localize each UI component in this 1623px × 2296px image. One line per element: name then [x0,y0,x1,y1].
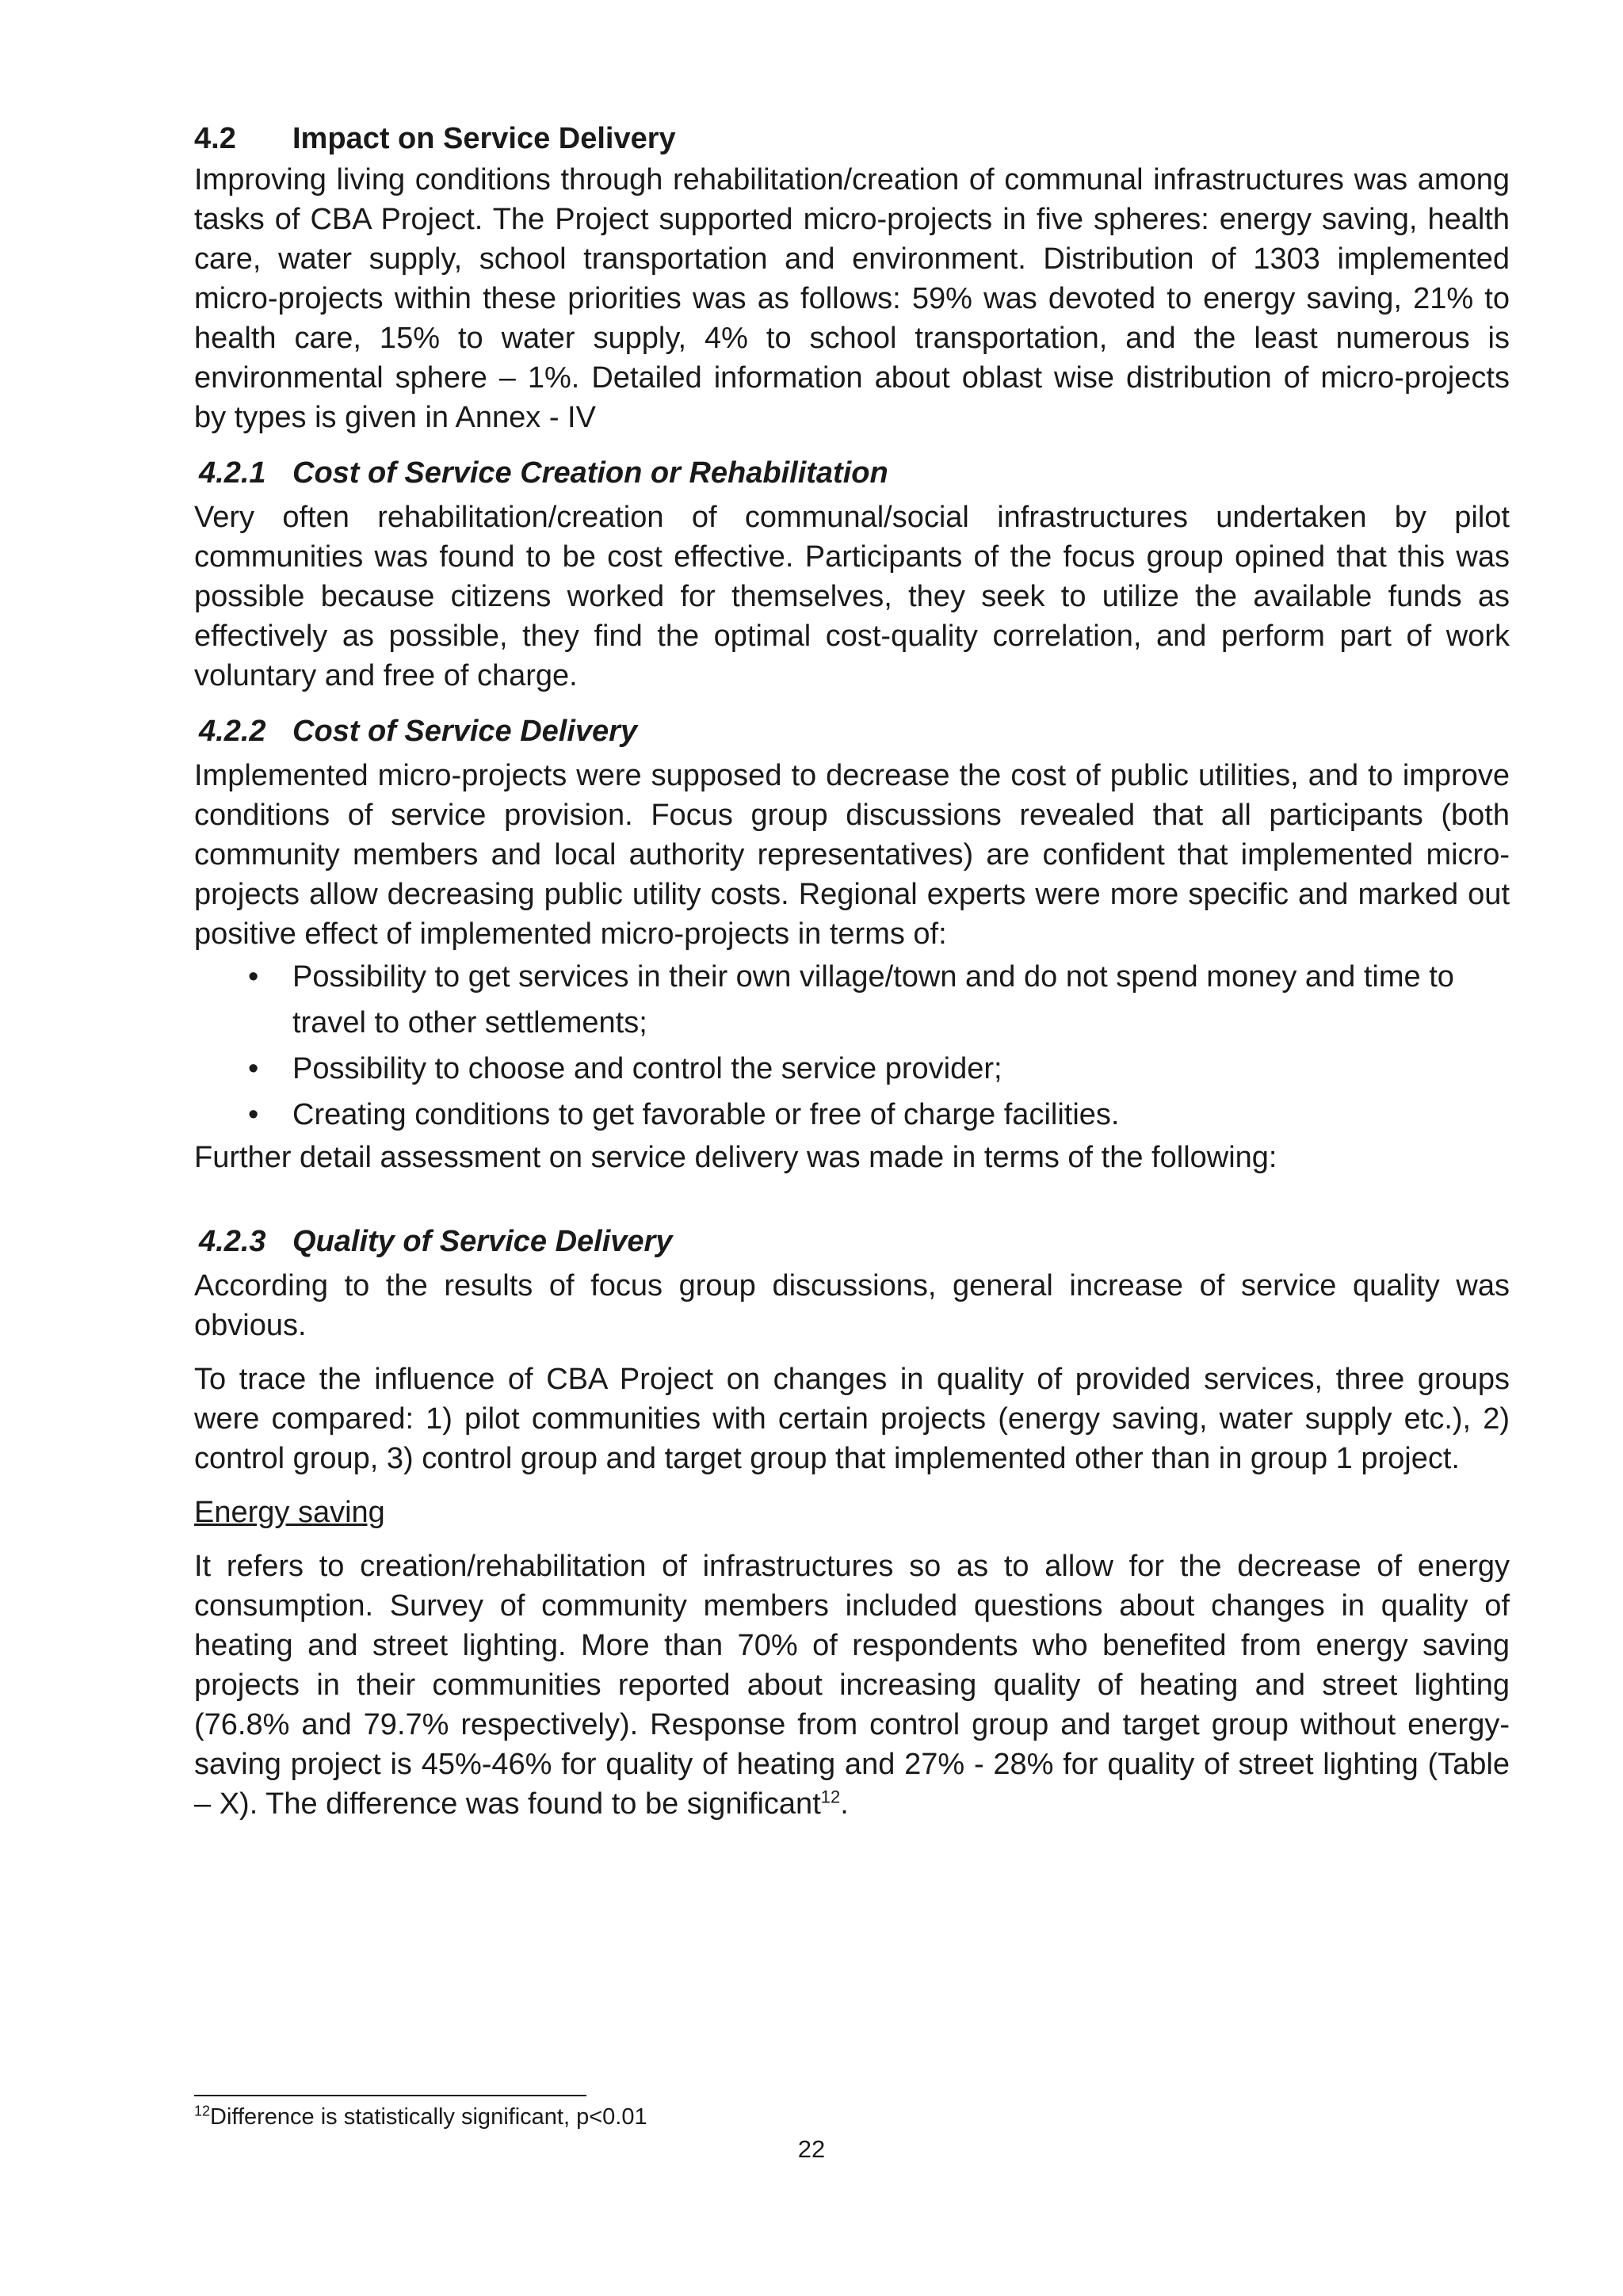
page-number: 22 [797,2135,826,2163]
bullet-icon: • [248,960,259,994]
list-item: • Possibility to get services in their own village/town and do not spend money and time to travel to other settlements; [194,954,1510,1046]
energy-saving-paragraph: It refers to creation/rehabilitation of infrastructures so as to allow for the decrease of energy consumption. Survey of community members included questions about changes in quality of heating and street lighting. More than 70% of respondents who benefited from energy saving projects in their communities reported about increasing quality of heating and street lighting (76.8% and 79.7% respectively). Response from control group and target group without energy-saving project is 45%-46% for quality of heating and 27% - 28% for quality of street lighting (Table – X). The difference was found to be significant$^{12}$. [194,1550,1510,1821]
quality-paragraph-2: To trace the influence of CBA Project on changes in quality of provided services, three groups were compared: 1) pilot communities with certain projects (energy saving, water supply etc.), 2) control group, 3) control group and target group that implemented other than in group 1 project. [194,1363,1510,1475]
energy-saving-heading: Energy saving [194,1496,385,1529]
bullet-icon: • [248,1052,259,1085]
footnote-text: Difference is statistically significant, p<0.01 [210,2104,647,2130]
bullet-icon: • [248,1098,259,1131]
subsection-number: 4.2.2 [199,715,266,748]
subsection-title: Cost of Service Creation or Rehabilitation [292,456,888,490]
footnote [194,2101,647,2133]
list-item: • Possibility to choose and control the service provider; [194,1046,1510,1092]
quality-paragraph-1: According to the results of focus group discussions, general increase of service quality was obvious. [194,1269,1510,1342]
section-number: 4.2 [194,122,236,155]
closing-paragraph: Further detail assessment on service delivery was made in terms of the following: [194,1141,1277,1174]
subsection-heading-4-2-1 [194,453,1510,493]
subsection-title: Quality of Service Delivery [292,1225,673,1258]
list-item: • Creating conditions to get favorable or free of charge facilities. [194,1092,1510,1138]
subsection-number: 4.2.3 [199,1225,266,1258]
subsection-title: Cost of Service Delivery [292,715,638,748]
section-paragraph: Improving living conditions through rehabilitation/creation of communal infrastructures was among tasks of CBA Project. The Project supported micro-projects in five spheres: energy saving, health care, water supply, school transportation and environment. Distribution of 1303 implemented micro-projects within these priorities was as follows: 59% was devoted to energy saving, 21% to health care, 15% to water supply, 4% to school transportation, and the least numerous is environmental sphere – 1%. Detailed information about oblast wise distribution of micro-projects by types is given in Annex - IV [194,163,1510,434]
subsection-paragraph-4-2-1: Very often rehabilitation/creation of communal/social infrastructures undertaken by pilot communities was found to be cost effective. Participants of the focus group opined that this was possible because citizens worked for themselves, they seek to utilize the available funds as effectively as possible, they find the optimal cost-quality correlation, and perform part of work voluntary and free of charge. [194,501,1510,692]
subsection-number: 4.2.1 [199,456,266,490]
footnote-reference: 12 [820,1787,841,1807]
footnote-marker: 12 [194,2103,211,2119]
bullet-list [194,954,1510,1138]
section-heading [194,119,1510,158]
section-title: Impact on Service Delivery [292,122,676,155]
subsection-heading-4-2-3 [194,1222,1510,1261]
subsection-heading-4-2-2 [194,711,1510,751]
page-content [194,119,1510,1824]
footnote-divider [194,2095,586,2096]
subsection-paragraph-4-2-2: Implemented micro-projects were supposed to decrease the cost of public utilities, and to improve conditions of service provision. Focus group discussions revealed that all participants (both community members and local authority representatives) are confident that implemented micro-projects allow decreasing public utility costs. Regional experts were more specific and marked out positive effect of implemented micro-projects in terms of: [194,759,1510,951]
